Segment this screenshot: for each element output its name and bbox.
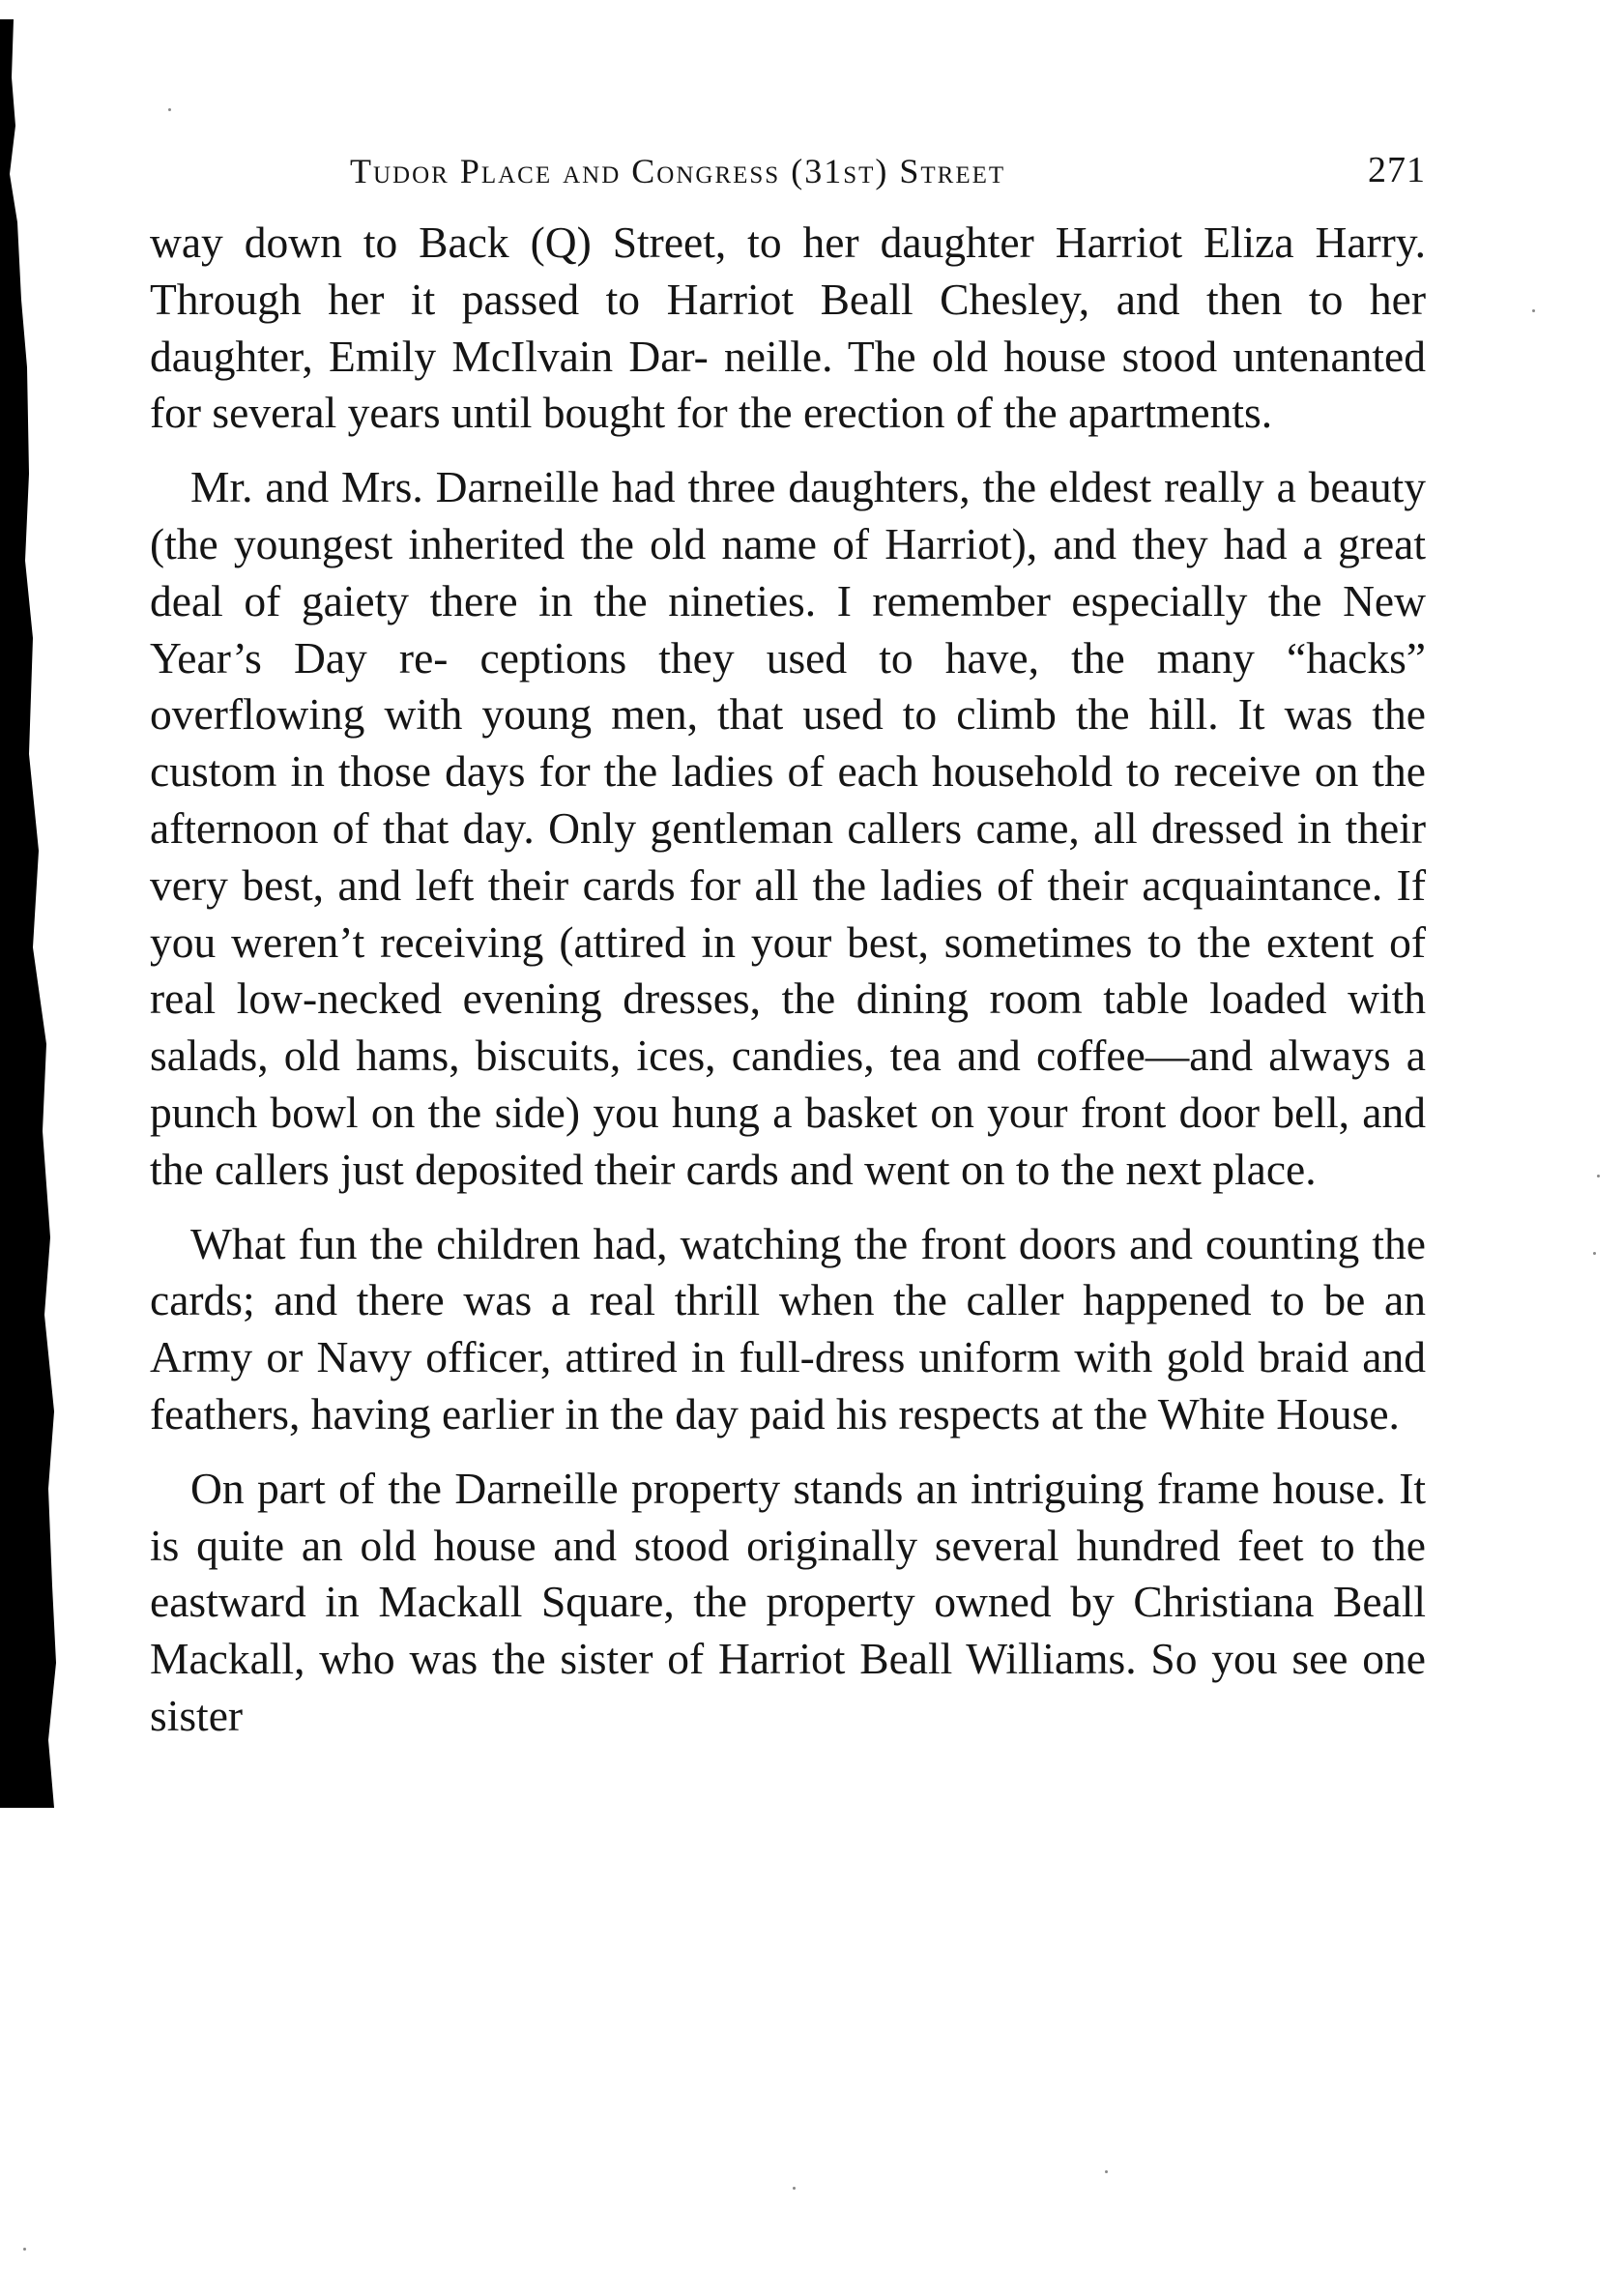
paragraph: way down to Back (Q) Street, to her daughter Harriot Eliza Harry. Through her it passed to Harriot Beall Chesley, and then to her daughter, Emily McIlvain Dar- neille. The old house stood untenanted for several years until bought for the erection of the apartments. <box>150 218 1426 438</box>
scan-speck <box>1532 309 1535 312</box>
book-page <box>150 145 1426 1762</box>
body-text <box>150 215 1426 1745</box>
scanned-page-edge-shadow <box>0 19 56 1808</box>
scan-speck <box>1105 2170 1108 2173</box>
scan-speck <box>1593 1252 1596 1255</box>
page-number: 271 <box>1368 150 1426 190</box>
running-head <box>150 145 1426 215</box>
paragraph: On part of the Darneille property stands an intriguing frame house. It is quite an old house and stood originally several hundred feet to the eastward in Mackall Square, the property owned by Christiana Beall Mackall, who was the sister of Harriot Beall Williams. So you see one sister <box>150 1463 1426 1740</box>
running-head-title: Tudor Place and Congress (31st) Street <box>350 152 1006 190</box>
scan-speck <box>1597 1175 1600 1177</box>
paragraph: Mr. and Mrs. Darneille had three daughters, the eldest really a beauty (the youngest inherited the old name of Harriot), and they had a great deal of gaiety there in the nineties. I remember especially the New Year’s Day re- ceptions they used to have, the many “hacks” overflowing with young men, that used to climb the hill. It was the custom in those days for the ladies of each household to receive on the afternoon of that day. Only gentleman callers came, all dressed in their very best, and left their cards for all the ladies of their acquaintance. If you weren’t receiving (attired in your best, sometimes to the extent of real low-necked evening dresses, the dining room table loaded with salads, old hams, biscuits, ices, candies, tea and coffee—and always a punch bowl on the side) you hung a basket on your front door bell, and the callers just deposited their cards and went on to the next place. <box>150 462 1426 1194</box>
scan-speck <box>793 2187 796 2190</box>
paragraph: What fun the children had, watching the front doors and counting the cards; and there was a real thrill when the caller happened to be an Army or Navy officer, attired in full-dress uniform with gold braid and feathers, having earlier in the day paid his respects at the White House. <box>150 1218 1426 1439</box>
scan-speck <box>23 2248 26 2251</box>
scan-speck <box>168 108 171 111</box>
